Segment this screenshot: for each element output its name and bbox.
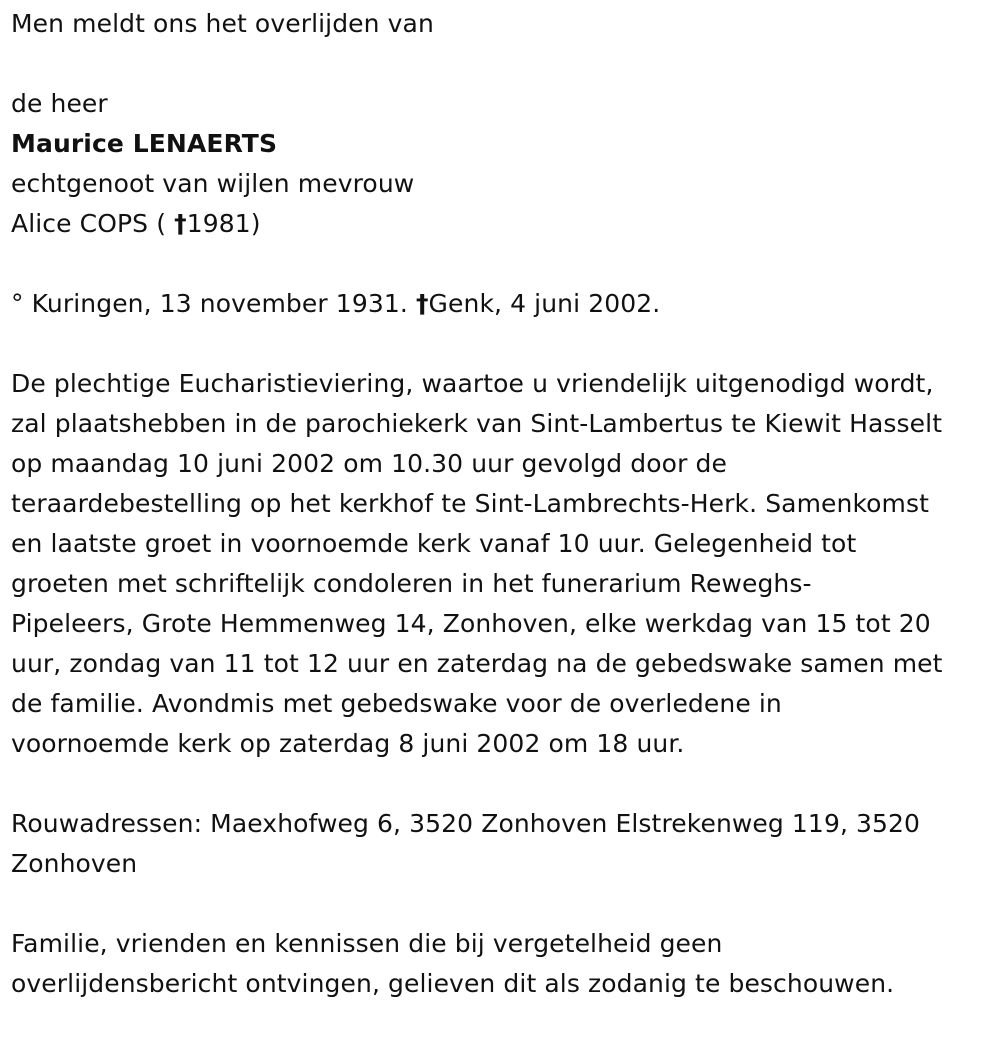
relation-text: echtgenoot van wijlen mevrouw xyxy=(11,169,415,198)
addresses-line: Zonhoven xyxy=(11,849,138,878)
death-notice xyxy=(11,4,996,1004)
addresses-paragraph xyxy=(11,804,996,884)
ceremony-paragraph xyxy=(11,364,996,764)
death-text: Genk, 4 juni 2002. xyxy=(428,289,661,318)
ceremony-line: en laatste groet in voornoemde kerk vanaf 10 uur. Gelegenheid tot xyxy=(11,529,857,558)
closing-line: Familie, vrienden en kennissen die bij vergetelheid geen xyxy=(11,929,723,958)
birth-text: Kuringen, 13 november 1931. xyxy=(31,289,408,318)
ceremony-line: zal plaatshebben in de parochiekerk van Sint-Lambertus te Kiewit Hasselt xyxy=(11,409,943,438)
ceremony-line: de familie. Avondmis met gebedswake voor de overledene in xyxy=(11,689,782,718)
ceremony-line: teraardebestelling op het kerkhof te Sint-Lambrechts-Herk. Samenkomst xyxy=(11,489,930,518)
spacer xyxy=(11,764,996,804)
cross-icon: † xyxy=(415,289,429,318)
cross-icon: † xyxy=(174,209,187,238)
addresses-line: Rouwadressen: Maexhofweg 6, 3520 Zonhoven Elstrekenweg 119, 3520 xyxy=(11,809,921,838)
ceremony-line: De plechtige Eucharistieviering, waartoe u vriendelijk uitgenodigd wordt, xyxy=(11,369,934,398)
intro-text: Men meldt ons het overlijden van xyxy=(11,9,434,38)
ceremony-line: voornoemde kerk op zaterdag 8 juni 2002 om 18 uur. xyxy=(11,729,685,758)
birth-death-line xyxy=(11,284,996,324)
spacer xyxy=(11,244,996,284)
ceremony-line: Pipeleers, Grote Hemmenweg 14, Zonhoven, elke werkdag van 15 tot 20 xyxy=(11,609,931,638)
ceremony-line: groeten met schriftelijk condoleren in het funerarium Reweghs- xyxy=(11,569,812,598)
deceased-name: Maurice LENAERTS xyxy=(11,129,278,158)
salutation: de heer xyxy=(11,89,108,118)
spacer xyxy=(11,884,996,924)
ceremony-line: op maandag 10 juni 2002 om 10.30 uur gevolgd door de xyxy=(11,449,727,478)
ceremony-line: uur, zondag van 11 tot 12 uur en zaterdag na de gebedswake samen met xyxy=(11,649,943,678)
spacer xyxy=(11,44,996,84)
birth-marker: ° xyxy=(11,289,24,318)
spouse-year: 1981) xyxy=(186,209,261,238)
closing-paragraph xyxy=(11,924,996,1004)
spouse-line xyxy=(11,204,996,244)
spouse-name: Alice COPS ( xyxy=(11,209,167,238)
closing-line: overlijdensbericht ontvingen, gelieven dit als zodanig te beschouwen. xyxy=(11,969,895,998)
spacer xyxy=(11,324,996,364)
